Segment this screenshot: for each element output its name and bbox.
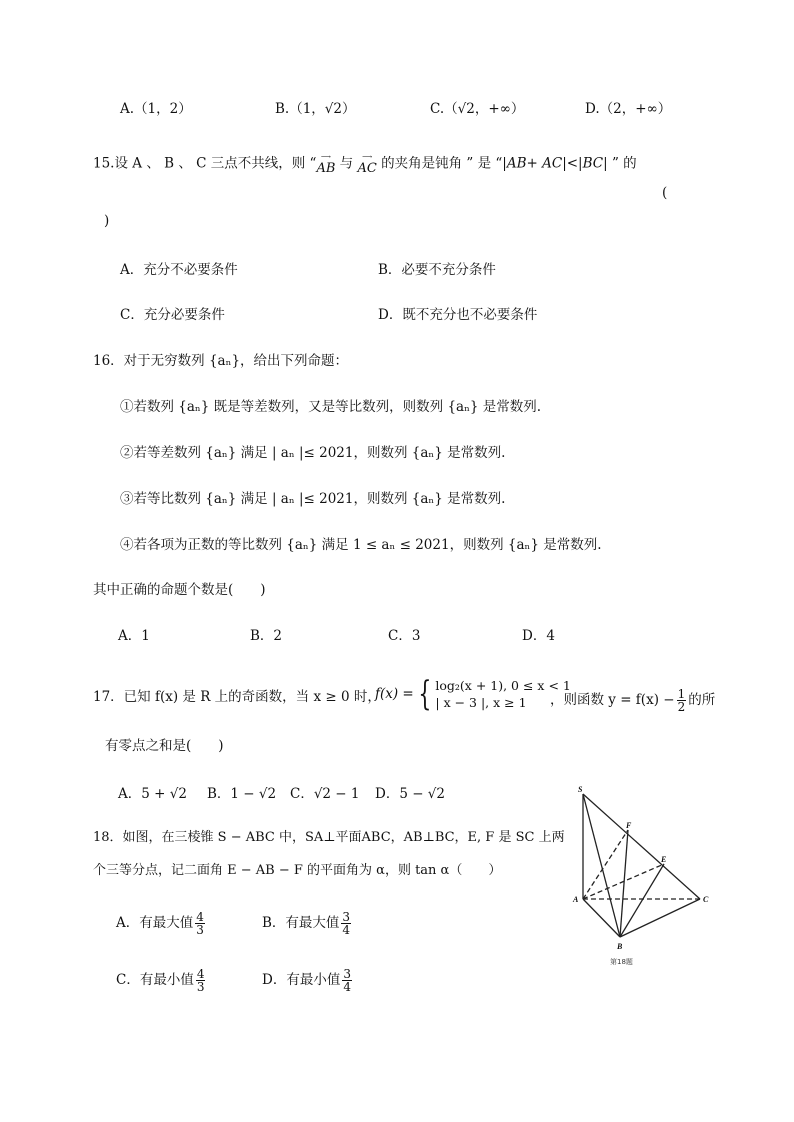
q16-statement-2: ②若等差数列 {aₙ} 满足 | aₙ |≤ 2021，则数列 {aₙ} 是常数列. — [120, 445, 506, 461]
q14-option-a[interactable]: A.（1，2） — [120, 101, 192, 117]
vector-ac: ⟶ AC — [357, 153, 377, 176]
q17-option-b[interactable]: B．1 − √2 — [207, 786, 277, 802]
q18-option-a-fraction: $\frac{4}{3}$ — [196, 910, 204, 937]
q14-option-d[interactable]: D.（2，+∞） — [585, 101, 672, 117]
q15-stem — [93, 152, 637, 176]
q15-paren-close: ) — [104, 213, 110, 229]
q17-stem — [93, 688, 381, 706]
q17-option-c[interactable]: C．√2 − 1 — [290, 786, 360, 802]
q17-stem-pre: 17．已知 f(x) 是 R 上的奇函数，当 x ≥ 0 时， — [93, 689, 381, 705]
q15-number: 15. — [93, 155, 115, 172]
q15-stem-mid2: 的夹角是钝角 ” 是 “ — [376, 155, 503, 172]
q15-option-b[interactable]: B．必要不充分条件 — [378, 262, 496, 278]
q17-piecewise — [375, 674, 571, 717]
q16-option-d[interactable]: D．4 — [522, 628, 555, 644]
fraction-one-half: $\frac{1}{2}$ — [677, 687, 686, 714]
q18-option-d-fraction: $\frac{3}{4}$ — [343, 967, 351, 994]
q16-statement-4: ④若各项为正数的等比数列 {aₙ} 满足 1 ≤ aₙ ≤ 2021，则数列 {aₙ} 是常数列. — [120, 537, 602, 553]
label-a: A — [573, 895, 579, 904]
label-c: C — [703, 895, 709, 904]
q16-option-b[interactable]: B．2 — [250, 628, 283, 644]
label-b: B — [617, 942, 623, 951]
q15-condition: |AB+ AC|<|BC| — [502, 155, 608, 172]
label-e: E — [661, 855, 667, 864]
q16-question: 其中正确的命题个数是( ) — [93, 582, 266, 598]
edge-sc — [583, 794, 700, 899]
q17-stem-line2: 有零点之和是( ) — [105, 738, 224, 754]
tetrahedron-figure — [570, 782, 720, 972]
q15-stem-post: ” 的 — [607, 155, 637, 172]
q16-stem: 16．对于无穷数列 {aₙ}，给出下列命题： — [93, 353, 349, 369]
q15-option-a[interactable]: A．充分不必要条件 — [120, 262, 238, 278]
q18-option-d[interactable]: D．有最小值 $\frac{3}{4}$ — [262, 967, 351, 994]
label-f: F — [626, 821, 632, 830]
edge-sb — [583, 794, 620, 937]
q18-option-c[interactable]: C．有最小值 $\frac{4}{3}$ — [116, 967, 205, 994]
q17-option-d[interactable]: D．5 − √2 — [375, 786, 445, 802]
q14-option-b[interactable]: B.（1，√2） — [275, 101, 356, 117]
q15-option-c[interactable]: C．充分必要条件 — [120, 307, 225, 323]
q17-fx: f(x) = — [375, 686, 414, 702]
q17-stem-mid: ，则函数 y = f(x) − — [550, 692, 675, 708]
figure-caption: 第18题 — [610, 958, 633, 966]
segment-bf — [620, 830, 628, 937]
q14-option-c[interactable]: C.（√2，+∞） — [430, 101, 525, 117]
q16-option-a[interactable]: A．1 — [118, 628, 150, 644]
label-s: S — [578, 785, 583, 794]
vector-ab: ⟶ AB — [316, 153, 336, 176]
q16-statement-3: ③若等比数列 {aₙ} 满足 | aₙ |≤ 2021，则数列 {aₙ} 是常数列. — [120, 491, 506, 507]
q17-option-a[interactable]: A．5 + √2 — [118, 786, 187, 802]
q17-stem-tail — [550, 688, 715, 713]
left-brace-icon: { — [418, 674, 432, 714]
q15-option-d[interactable]: D．既不充分也不必要条件 — [378, 307, 538, 323]
q17-piece-2: | x − 3 |, x ≥ 1 — [435, 695, 527, 710]
q16-option-c[interactable]: C．3 — [388, 628, 421, 644]
q18-stem-line1: 18．如图，在三棱锥 S − ABC 中，SA⊥平面ABC，AB⊥BC，E, F 是 SC 上两 — [93, 830, 565, 845]
q16-statement-1: ①若数列 {aₙ} 既是等差数列，又是等比数列，则数列 {aₙ} 是常数列. — [120, 399, 542, 415]
q18-option-c-fraction: $\frac{4}{3}$ — [196, 967, 205, 994]
q18-option-b[interactable]: B．有最大值 $\frac{3}{4}$ — [262, 910, 351, 937]
q15-stem-pre: 设 A 、 B 、 C 三点不共线，则 “ — [114, 155, 317, 172]
q15-stem-mid1: 与 — [335, 155, 358, 172]
q15-paren-open: ( — [662, 185, 668, 201]
q18-option-a[interactable]: A．有最大值 $\frac{4}{3}$ — [116, 910, 204, 937]
q17-stem-post: 的所 — [688, 692, 716, 708]
q18-stem-line2: 个三等分点，记二面角 E − AB − F 的平面角为 α，则 tan α（ ） — [93, 863, 502, 878]
q17-piece-1: log₂(x + 1), 0 ≤ x < 1 — [435, 678, 571, 693]
q18-option-b-fraction: $\frac{3}{4}$ — [342, 910, 351, 937]
